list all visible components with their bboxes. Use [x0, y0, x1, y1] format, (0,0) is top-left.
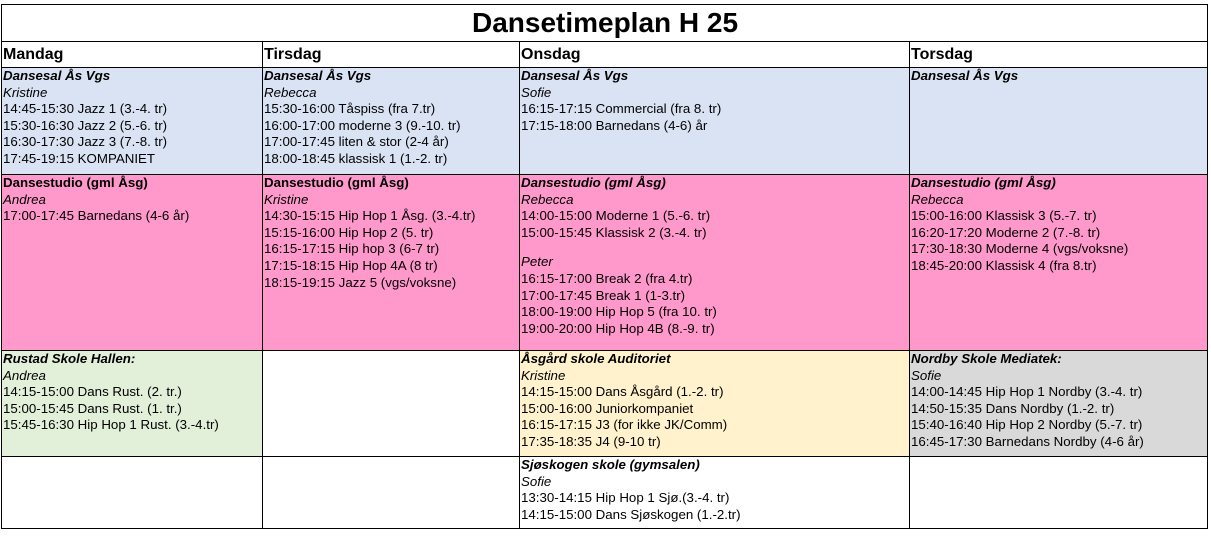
- class-entry: 16:15-17:15 Hip hop 3 (6-7 tr): [264, 241, 440, 257]
- venue-label: Dansesal Ås Vgs: [911, 68, 1019, 83]
- class-entry: 18:45-20:00 Klassisk 4 (fra 8.tr): [911, 257, 1097, 273]
- class-entry: 17:00-17:45 Break 1 (1-3.tr): [521, 287, 686, 303]
- teacher-label: Sofie: [521, 84, 552, 100]
- class-entry: 14:30-15:15 Hip Hop 1 Åsg. (3.-4.tr): [264, 208, 476, 224]
- cell-wednesday-as-vgs: [520, 68, 910, 175]
- class-entry: 16:15-17:15 Commercial (fra 8. tr): [521, 101, 722, 117]
- class-entry: 16:45-17:30 Barnedans Nordby (4-6 år): [911, 433, 1144, 449]
- teacher-label: Kristine: [3, 84, 48, 100]
- class-entry: 15:30-16:00 Tåspiss (fra 7.tr): [264, 101, 436, 117]
- class-entry: 18:00-18:45 klassisk 1 (1.-2. tr): [264, 150, 448, 166]
- class-entry: 15:00-15:45 Klassisk 2 (3.-4. tr): [521, 224, 707, 240]
- teacher-label: Rebecca: [264, 84, 317, 100]
- class-entry: 16:00-17:00 moderne 3 (9.-10. tr): [264, 117, 461, 133]
- day-header-thursday: Torsdag: [910, 42, 1208, 68]
- class-entry: 17:00-17:45 liten & stor (2-4 år): [264, 134, 449, 150]
- cell-monday-empty: [2, 457, 263, 529]
- cell-thursday-nordby: [910, 351, 1208, 457]
- class-entry: 17:00-17:45 Barnedans (4-6 år): [3, 208, 190, 224]
- class-entry: 14:00-15:00 Moderne 1 (5.-6. tr): [521, 208, 711, 224]
- cell-monday-rustad: [2, 351, 263, 457]
- cell-tuesday-studio: [263, 175, 520, 351]
- cell-wednesday-sjoskogen: [520, 457, 910, 529]
- cell-wednesday-asgard: [520, 351, 910, 457]
- class-entry: 14:00-14:45 Hip Hop 1 Nordby (3.-4. tr): [911, 384, 1143, 400]
- teacher-label: Rebecca: [911, 191, 964, 207]
- class-entry: 19:00-20:00 Hip Hop 4B (8.-9. tr): [521, 320, 715, 336]
- teacher-label: Sofie: [521, 473, 552, 489]
- class-entry: 17:45-19:15 KOMPANIET: [3, 150, 155, 166]
- day-header-tuesday: Tirsdag: [263, 42, 520, 68]
- class-entry: 15:40-16:40 Hip Hop 2 Nordby (5.-7. tr): [911, 417, 1143, 433]
- cell-thursday-empty: [910, 457, 1208, 529]
- class-entry: 15:15-16:00 Hip Hop 2 (5. tr): [264, 224, 434, 240]
- class-entry: 14:15-15:00 Dans Sjøskogen (1.-2.tr): [521, 506, 741, 522]
- teacher-label: Rebecca: [521, 191, 574, 207]
- class-entry: 18:00-19:00 Hip Hop 5 (fra 10. tr): [521, 304, 717, 320]
- venue-label: Dansesal Ås Vgs: [3, 68, 111, 83]
- schedule-table: [1, 4, 1208, 529]
- venue-label: Sjøskogen skole (gymsalen): [521, 457, 700, 472]
- class-entry: 14:45-15:30 Jazz 1 (3.-4. tr): [3, 101, 168, 117]
- class-entry: 17:30-18:30 Moderne 4 (vgs/voksne): [911, 241, 1129, 257]
- venue-label: Åsgård skole Auditoriet: [521, 351, 671, 366]
- venue-label: Dansesal Ås Vgs: [264, 68, 372, 83]
- page-title: Dansetimeplan H 25: [2, 5, 1208, 42]
- class-entry: 16:20-17:20 Moderne 2 (7.-8. tr): [911, 224, 1101, 240]
- cell-wednesday-studio: [520, 175, 910, 351]
- venue-label: Dansesal Ås Vgs: [521, 68, 629, 83]
- venue-label: Dansestudio (gml Åsg): [264, 175, 409, 190]
- class-entry: 17:15-18:15 Hip Hop 4A (8 tr): [264, 257, 438, 273]
- cell-monday-as-vgs: [2, 68, 263, 175]
- teacher-label: Kristine: [521, 367, 566, 383]
- teacher-label: Sofie: [911, 367, 942, 383]
- teacher-label: Peter: [521, 254, 553, 270]
- class-entry: 14:15-15:00 Dans Rust. (2. tr.): [3, 384, 182, 400]
- venue-label: Dansestudio (gml Åsg): [3, 175, 148, 190]
- cell-tuesday-empty: [263, 351, 520, 457]
- class-entry: 16:15-17:15 J3 (for ikke JK/Comm): [521, 417, 728, 433]
- cell-thursday-studio: [910, 175, 1208, 351]
- class-entry: 16:30-17:30 Jazz 3 (7.-8. tr): [3, 134, 168, 150]
- teacher-label: Andrea: [3, 367, 46, 383]
- teacher-label: Andrea: [3, 191, 46, 207]
- class-entry: 17:35-18:35 J4 (9-10 tr): [521, 433, 661, 449]
- cell-tuesday-as-vgs: [263, 68, 520, 175]
- class-entry: 15:00-16:00 Juniorkompaniet: [521, 400, 694, 416]
- class-entry: 15:00-15:45 Dans Rust. (1. tr.): [3, 400, 182, 416]
- cell-thursday-as-vgs: [910, 68, 1208, 175]
- venue-label: Nordby Skole Mediatek:: [911, 351, 1062, 366]
- venue-label: Dansestudio (gml Åsg): [911, 175, 1056, 190]
- day-header-monday: Mandag: [2, 42, 263, 68]
- venue-label: Rustad Skole Hallen:: [3, 351, 136, 366]
- class-entry: 14:15-15:00 Dans Åsgård (1.-2. tr): [521, 384, 724, 400]
- venue-label: Dansestudio (gml Åsg): [521, 175, 666, 190]
- class-entry: 16:15-17:00 Break 2 (fra 4.tr): [521, 270, 693, 286]
- class-entry: 17:15-18:00 Barnedans (4-6) år: [521, 117, 708, 133]
- cell-tuesday-empty-2: [263, 457, 520, 529]
- cell-monday-studio: [2, 175, 263, 351]
- class-entry: 15:45-16:30 Hip Hop 1 Rust. (3.-4.tr): [3, 417, 219, 433]
- day-header-wednesday: Onsdag: [520, 42, 910, 68]
- class-entry: 15:00-16:00 Klassisk 3 (5.-7. tr): [911, 208, 1097, 224]
- class-entry: 14:50-15:35 Dans Nordby (1.-2. tr): [911, 400, 1115, 416]
- spacer: [521, 241, 909, 254]
- class-entry: 15:30-16:30 Jazz 2 (5.-6. tr): [3, 117, 168, 133]
- class-entry: 18:15-19:15 Jazz 5 (vgs/voksne): [264, 274, 457, 290]
- teacher-label: Kristine: [264, 191, 309, 207]
- class-entry: 13:30-14:15 Hip Hop 1 Sjø.(3.-4. tr): [521, 490, 730, 506]
